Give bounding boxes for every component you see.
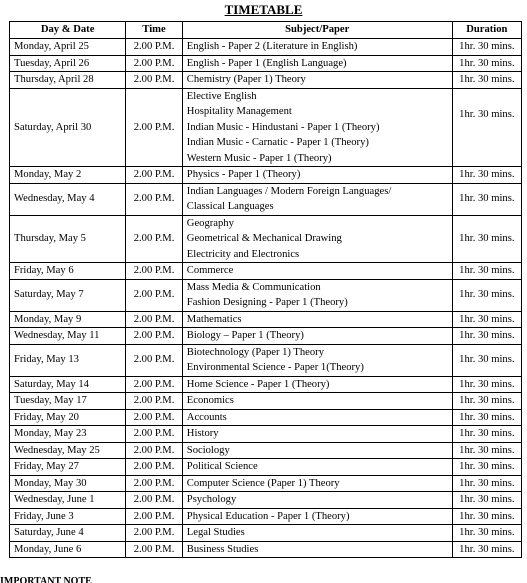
exam-duration: 1hr. 30 mins. bbox=[452, 167, 521, 184]
table-row bbox=[10, 167, 522, 184]
table-row bbox=[10, 475, 522, 492]
exam-time: 2.00 P.M. bbox=[126, 328, 183, 345]
subject-line: Psychology bbox=[186, 494, 237, 505]
exam-time: 2.00 P.M. bbox=[126, 525, 183, 542]
exam-date: Saturday, May 14 bbox=[10, 376, 126, 393]
exam-time: 2.00 P.M. bbox=[126, 279, 183, 311]
exam-time: 2.00 P.M. bbox=[126, 215, 183, 263]
exam-time: 2.00 P.M. bbox=[126, 393, 183, 410]
subject-line: Indian Music - Carnatic - Paper 1 (Theory) bbox=[186, 137, 369, 148]
exam-time: 2.00 P.M. bbox=[126, 459, 183, 476]
exam-duration: 1hr. 30 mins. bbox=[452, 426, 521, 443]
exam-date: Saturday, April 30 bbox=[10, 88, 126, 167]
subject-line: Biology – Paper 1 (Theory) bbox=[186, 330, 304, 341]
subject-line: Chemistry (Paper 1) Theory bbox=[186, 74, 306, 85]
exam-time: 2.00 P.M. bbox=[126, 311, 183, 328]
exam-duration: 1hr. 30 mins. bbox=[452, 376, 521, 393]
exam-subject bbox=[182, 525, 452, 542]
exam-subject bbox=[182, 263, 452, 280]
exam-subject bbox=[182, 72, 452, 89]
subject-line: Accounts bbox=[186, 411, 227, 423]
exam-duration: 1hr. 30 mins. bbox=[452, 39, 521, 56]
exam-date: Friday, May 6 bbox=[10, 263, 126, 280]
subject-line: Legal Studies bbox=[186, 527, 245, 538]
header-row bbox=[10, 22, 522, 39]
subject-line: Indian Languages / Modern Foreign Languages/ bbox=[186, 185, 392, 197]
table-row bbox=[10, 72, 522, 89]
exam-time: 2.00 P.M. bbox=[126, 55, 183, 72]
timetable-body bbox=[10, 39, 522, 558]
exam-duration: 1hr. 30 mins. bbox=[452, 508, 521, 525]
exam-date: Wednesday, June 1 bbox=[10, 492, 126, 509]
table-row bbox=[10, 311, 522, 328]
exam-time: 2.00 P.M. bbox=[126, 475, 183, 492]
exam-time: 2.00 P.M. bbox=[126, 39, 183, 56]
table-row bbox=[10, 376, 522, 393]
exam-subject bbox=[182, 475, 452, 492]
exam-date: Friday, May 27 bbox=[10, 459, 126, 476]
exam-subject bbox=[182, 376, 452, 393]
exam-subject bbox=[182, 311, 452, 328]
exam-date: Saturday, May 7 bbox=[10, 279, 126, 311]
exam-date: Wednesday, May 11 bbox=[10, 328, 126, 345]
subject-line: English - Paper 1 (English Language) bbox=[186, 57, 347, 69]
exam-date: Wednesday, May 4 bbox=[10, 183, 126, 215]
exam-subject bbox=[182, 39, 452, 56]
table-row bbox=[10, 263, 522, 280]
table-row bbox=[10, 39, 522, 56]
table-row bbox=[10, 442, 522, 459]
subject-line: Computer Science (Paper 1) Theory bbox=[186, 477, 340, 489]
exam-date: Monday, May 9 bbox=[10, 311, 126, 328]
table-row bbox=[10, 426, 522, 443]
subject-line: Geography bbox=[186, 217, 234, 229]
subject-line: Commerce bbox=[186, 265, 234, 276]
exam-subject bbox=[182, 492, 452, 509]
exam-time: 2.00 P.M. bbox=[126, 541, 183, 558]
exam-subject bbox=[182, 442, 452, 459]
exam-subject bbox=[182, 183, 452, 215]
exam-duration: 1hr. 30 mins. bbox=[452, 409, 521, 426]
exam-duration: 1hr. 30 mins. bbox=[452, 55, 521, 72]
exam-date: Monday, May 23 bbox=[10, 426, 126, 443]
table-row bbox=[10, 183, 522, 215]
exam-subject bbox=[182, 328, 452, 345]
subject-line: Elective English bbox=[186, 90, 257, 102]
timetable bbox=[9, 21, 522, 558]
subject-line: Classical Languages bbox=[186, 201, 274, 212]
subject-line: Business Studies bbox=[186, 543, 259, 555]
exam-duration: 1hr. 30 mins. bbox=[452, 344, 521, 376]
exam-time: 2.00 P.M. bbox=[126, 344, 183, 376]
exam-date: Friday, May 13 bbox=[10, 344, 126, 376]
exam-subject bbox=[182, 426, 452, 443]
subject-line: English - Paper 2 (Literature in English) bbox=[186, 41, 358, 52]
table-row bbox=[10, 328, 522, 345]
exam-time: 2.00 P.M. bbox=[126, 72, 183, 89]
exam-duration: 1hr. 30 mins. bbox=[452, 393, 521, 410]
exam-time: 2.00 P.M. bbox=[126, 88, 183, 167]
subject-line: Home Science - Paper 1 (Theory) bbox=[186, 378, 330, 390]
table-row bbox=[10, 508, 522, 525]
table-row bbox=[10, 88, 522, 167]
exam-duration: 1hr. 30 mins. bbox=[452, 183, 521, 215]
exam-date: Tuesday, May 17 bbox=[10, 393, 126, 410]
exam-date: Monday, June 6 bbox=[10, 541, 126, 558]
subject-line: Physics - Paper 1 (Theory) bbox=[186, 169, 301, 180]
exam-date: Tuesday, April 26 bbox=[10, 55, 126, 72]
header-duration: Duration bbox=[452, 22, 521, 39]
exam-duration: 1hr. 30 mins. bbox=[452, 263, 521, 280]
exam-subject bbox=[182, 459, 452, 476]
table-row bbox=[10, 344, 522, 376]
header-subject: Subject/Paper bbox=[182, 22, 452, 39]
table-row bbox=[10, 541, 522, 558]
table-row bbox=[10, 409, 522, 426]
table-row bbox=[10, 55, 522, 72]
table-row bbox=[10, 279, 522, 311]
exam-subject bbox=[182, 541, 452, 558]
subject-line: Indian Music - Hindustani - Paper 1 (Theory) bbox=[186, 121, 380, 133]
subject-line: Electricity and Electronics bbox=[186, 248, 300, 260]
subject-line: Political Science bbox=[186, 461, 258, 472]
subject-line: Geometrical & Mechanical Drawing bbox=[186, 233, 342, 244]
exam-duration: 1hr. 30 mins. bbox=[452, 311, 521, 328]
exam-time: 2.00 P.M. bbox=[126, 183, 183, 215]
exam-time: 2.00 P.M. bbox=[126, 492, 183, 509]
exam-subject bbox=[182, 55, 452, 72]
exam-time: 2.00 P.M. bbox=[126, 167, 183, 184]
subject-line: Biotechnology (Paper 1) Theory bbox=[186, 346, 324, 358]
subject-line: Hospitality Management bbox=[186, 106, 292, 117]
exam-date: Saturday, June 4 bbox=[10, 525, 126, 542]
exam-duration: 1hr. 30 mins. bbox=[452, 442, 521, 459]
exam-subject bbox=[182, 215, 452, 263]
exam-subject bbox=[182, 344, 452, 376]
subject-line: Mathematics bbox=[186, 313, 242, 325]
subject-line: Western Music - Paper 1 (Theory) bbox=[186, 152, 332, 164]
exam-time: 2.00 P.M. bbox=[126, 409, 183, 426]
exam-date: Wednesday, May 25 bbox=[10, 442, 126, 459]
exam-date: Monday, May 2 bbox=[10, 167, 126, 184]
exam-time: 2.00 P.M. bbox=[126, 376, 183, 393]
table-row bbox=[10, 215, 522, 263]
important-note-heading: IMPORTANT NOTE bbox=[0, 576, 92, 583]
exam-subject bbox=[182, 393, 452, 410]
exam-duration: 1hr. 30 mins. bbox=[452, 88, 521, 167]
exam-date: Thursday, May 5 bbox=[10, 215, 126, 263]
exam-duration: 1hr. 30 mins. bbox=[452, 525, 521, 542]
exam-subject bbox=[182, 167, 452, 184]
header-date: Day & Date bbox=[10, 22, 126, 39]
table-row bbox=[10, 393, 522, 410]
subject-line: Environmental Science - Paper 1(Theory) bbox=[186, 362, 364, 373]
exam-time: 2.00 P.M. bbox=[126, 426, 183, 443]
table-row bbox=[10, 459, 522, 476]
exam-date: Thursday, April 28 bbox=[10, 72, 126, 89]
exam-time: 2.00 P.M. bbox=[126, 442, 183, 459]
subject-line: Sociology bbox=[186, 444, 230, 456]
exam-date: Friday, June 3 bbox=[10, 508, 126, 525]
exam-duration: 1hr. 30 mins. bbox=[452, 328, 521, 345]
exam-subject bbox=[182, 279, 452, 311]
subject-line: Physical Education - Paper 1 (Theory) bbox=[186, 510, 350, 522]
exam-duration: 1hr. 30 mins. bbox=[452, 475, 521, 492]
table-row bbox=[10, 492, 522, 509]
exam-date: Monday, April 25 bbox=[10, 39, 126, 56]
subject-line: Fashion Designing - Paper 1 (Theory) bbox=[186, 297, 348, 308]
exam-subject bbox=[182, 508, 452, 525]
exam-time: 2.00 P.M. bbox=[126, 508, 183, 525]
subject-line: History bbox=[186, 428, 219, 439]
subject-line: Mass Media & Communication bbox=[186, 281, 321, 293]
exam-duration: 1hr. 30 mins. bbox=[452, 72, 521, 89]
exam-subject bbox=[182, 88, 452, 167]
subject-line: Economics bbox=[186, 395, 234, 406]
exam-duration: 1hr. 30 mins. bbox=[452, 492, 521, 509]
header-time: Time bbox=[126, 22, 183, 39]
exam-date: Friday, May 20 bbox=[10, 409, 126, 426]
exam-duration: 1hr. 30 mins. bbox=[452, 215, 521, 263]
exam-subject bbox=[182, 409, 452, 426]
exam-date: Monday, May 30 bbox=[10, 475, 126, 492]
page-title: TIMETABLE bbox=[224, 2, 303, 17]
exam-duration: 1hr. 30 mins. bbox=[452, 541, 521, 558]
exam-duration: 1hr. 30 mins. bbox=[452, 459, 521, 476]
table-row bbox=[10, 525, 522, 542]
exam-duration: 1hr. 30 mins. bbox=[452, 279, 521, 311]
exam-time: 2.00 P.M. bbox=[126, 263, 183, 280]
